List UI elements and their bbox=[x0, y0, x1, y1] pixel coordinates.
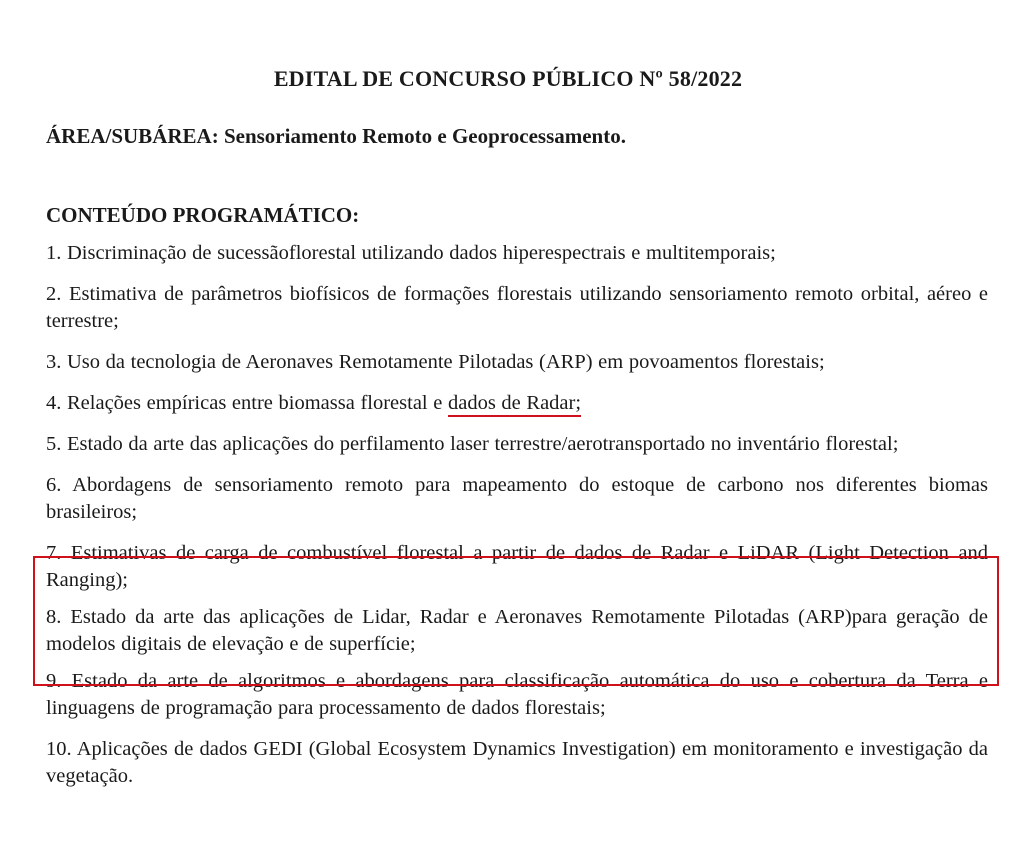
area-label: ÁREA/SUBÁREA: bbox=[46, 124, 219, 148]
area-line bbox=[46, 124, 626, 149]
item-list bbox=[46, 240, 988, 804]
document-title: EDITAL DE CONCURSO PÚBLICO Nº 58/2022 bbox=[273, 66, 743, 91]
list-item-4 bbox=[46, 390, 988, 417]
list-item-6: 6. Abordagens de sensoriamento remoto para mapeamento do estoque de carbono nos diferentes biomas brasileiros; bbox=[46, 474, 988, 523]
list-item-7: 7. Estimativas de carga de combustível florestal a partir de dados de Radar e LiDAR (Light Detection and Ranging); bbox=[46, 542, 988, 591]
list-item-5: 5. Estado da arte das aplicações do perfilamento laser terrestre/aerotransportado no inventário florestal; bbox=[46, 433, 899, 455]
list-item-9: 9. Estado da arte de algoritmos e abordagens para classificação automática do uso e cobertura da Terra e linguagens de programação para processamento de dados florestais; bbox=[46, 670, 988, 719]
list-item-10: 10. Aplicações de dados GEDI (Global Ecosystem Dynamics Investigation) em monitoramento e investigação da vegetação. bbox=[46, 738, 988, 787]
list-item-2: 2. Estimativa de parâmetros biofísicos de formações florestais utilizando sensoriamento remoto orbital, aéreo e terrestre; bbox=[46, 283, 988, 332]
list-item-3: 3. Uso da tecnologia de Aeronaves Remotamente Pilotadas (ARP) em povoamentos florestais; bbox=[46, 351, 825, 373]
section-heading: CONTEÚDO PROGRAMÁTICO: bbox=[46, 203, 360, 227]
list-item-1: 1. Discriminação de sucessãoflorestal utilizando dados hiperespectrais e multitemporais; bbox=[46, 242, 776, 264]
red-underlined-text: dados de Radar; bbox=[448, 392, 581, 417]
area-value: Sensoriamento Remoto e Geoprocessamento. bbox=[218, 124, 626, 148]
list-item-8: 8. Estado da arte das aplicações de Lidar, Radar e Aeronaves Remotamente Pilotadas (ARP)para geração de modelos digitais de elevação e de superfície; bbox=[46, 606, 988, 655]
list-item-4-text: 4. Relações empíricas entre biomassa florestal e bbox=[46, 392, 448, 414]
